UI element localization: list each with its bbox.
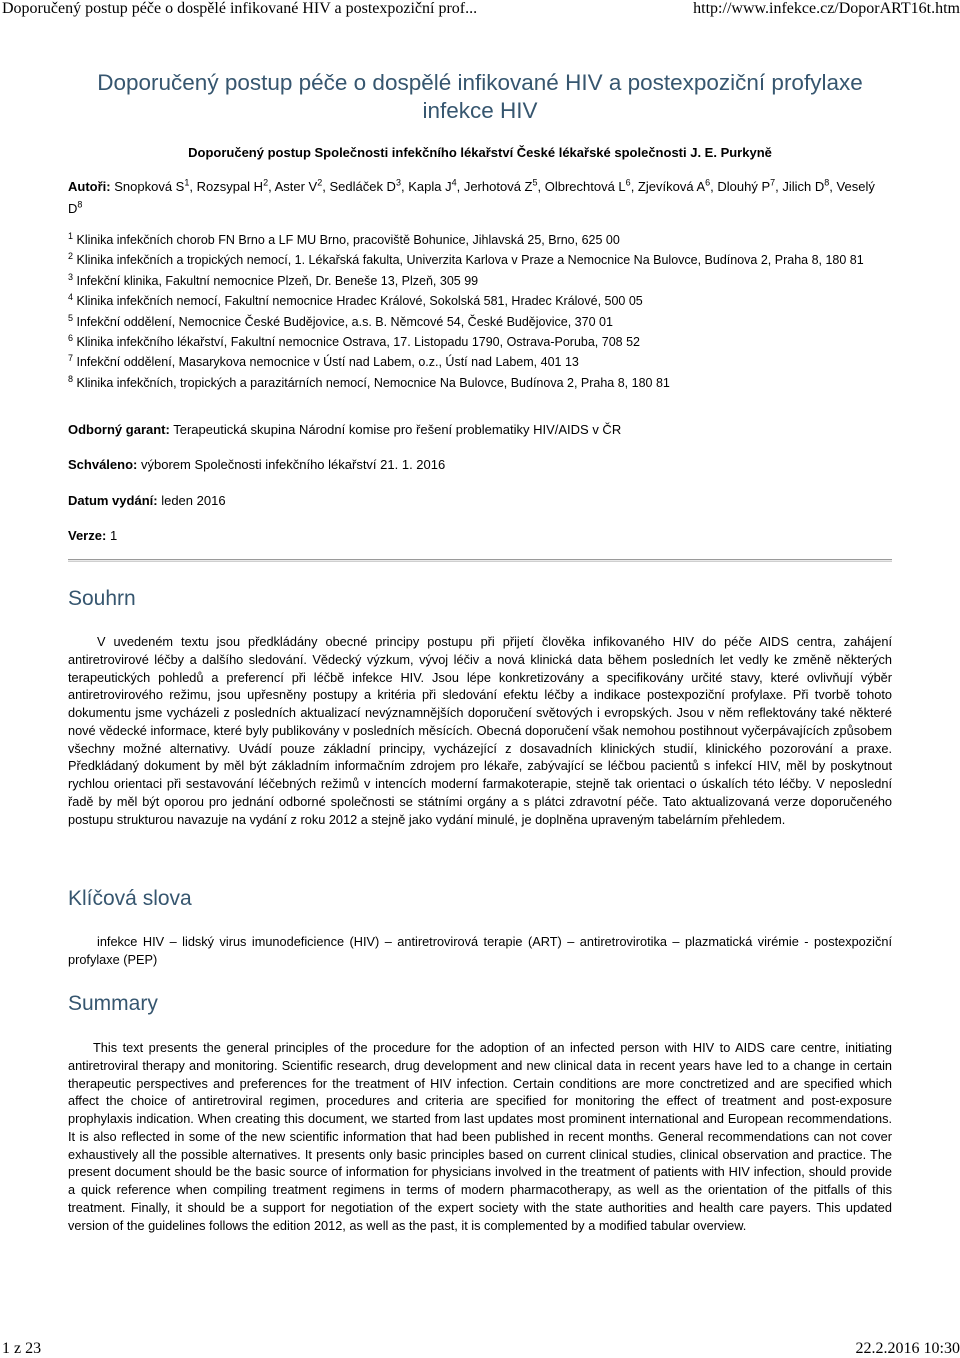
affiliations-list [68, 231, 892, 394]
affiliation-text: Infekční klinika, Fakultní nemocnice Plzeň, Dr. Beneše 13, Plzeň, 305 99 [73, 273, 479, 288]
author: Snopková $S^1$ [114, 177, 190, 194]
authors-list: Snopková $S^1$, Rozsypal $H^2$, Aster $V^2$, Sedláček $D^3$, Kapla $J^4$, Jerhotová $Z^5$, Olbrechtová $L^6$, Zjevíková $A^6$, Dlouhý $P^7$, Jilich $D^8$, Veselý $D^8$ [68, 177, 875, 216]
affiliation-ref: 1 [68, 230, 74, 241]
affiliation-text: Klinika infekčních chorob FN Brno a LF MU Brno, pracoviště Bohunice, Jihlavská 25, Brno, 625 00 [73, 233, 620, 247]
affiliation-text: Infekční oddělení, Masarykova nemocnice v Ústí nad Labem, o.z., Ústí nad Labem, 401 13 [73, 355, 579, 370]
affiliation-text: Klinika infekčních nemocí, Fakultní nemocnice Hradec Králové, Sokolská 581, Hradec Králové, 500 05 [73, 294, 643, 309]
author: Kapla $J^4$ [408, 177, 457, 194]
guarantor-label: Odborný garant: [68, 422, 170, 437]
print-header-title: Doporučený postup péče o dospělé infikované HIV a postexpoziční prof... [2, 0, 478, 17]
author-ref: 3 [395, 177, 401, 188]
affiliation-text: Klinika infekčních a tropických nemocí, 1. Lékařská fakulta, Univerzita Karlova v Praze a Nemocnice Na Bulovce, Budínova 2, Praha 8, 180 81 [73, 253, 864, 268]
authors-line [68, 176, 892, 220]
affiliation-ref: 5 [68, 312, 74, 323]
author: Sedláček $D^3$ [329, 177, 401, 194]
affiliation-item [68, 292, 892, 310]
affiliation-ref: 4 [68, 292, 74, 303]
print-datetime: 22.2.2016 10:30 [855, 1340, 960, 1357]
affiliation-item [68, 353, 892, 371]
author: Zjevíková $A^6$ [637, 177, 711, 194]
author: Jilich $D^8$ [782, 177, 830, 194]
affiliation-item [68, 374, 892, 392]
author-ref: 8 [824, 177, 830, 188]
author-ref: 8 [77, 199, 83, 210]
version-value: 1 [109, 528, 118, 543]
affiliation-item [68, 333, 892, 351]
approved-label: Schváleno: [68, 457, 138, 472]
guarantor-line [68, 421, 621, 439]
heading-souhrn: Souhrn [68, 587, 136, 610]
section-divider [68, 559, 892, 562]
affiliation-ref: 3 [68, 271, 74, 282]
author: Olbrechtová $L^6$ [544, 177, 631, 194]
document-subtitle: Doporučený postup Společnosti infekčního lékařství České lékařské společnosti J. E. Purkyně [188, 145, 772, 160]
author-ref: 7 [770, 177, 776, 188]
approved-line [68, 456, 445, 474]
issued-line [68, 492, 226, 510]
page-title: Doporučený postup péče o dospělé infikované HIV a postexpoziční profylaxe infekce HIV [97, 70, 863, 123]
print-header-url[interactable]: http://www.infekce.cz/DoporART16t.htm [693, 0, 960, 17]
affiliation-ref: 7 [68, 353, 74, 364]
author-ref: 2 [317, 177, 323, 188]
affiliation-item [68, 313, 892, 331]
author-ref: 2 [263, 177, 269, 188]
page-counter: 1 z 23 [2, 1340, 42, 1357]
affiliation-text: Infekční oddělení, Nemocnice České Budějovice, a.s. B. Němcové 54, České Budějovice, 370 01 [73, 314, 613, 329]
issued-value: leden 2016 [161, 493, 226, 508]
heading-summary: Summary [68, 992, 158, 1015]
affiliation-item [68, 231, 892, 249]
author-ref: 6 [625, 177, 631, 188]
keywords-paragraph: infekce HIV – lidský virus imunodeficience (HIV) – antiretrovirová terapie (ART) – antiretrovirotika – plazmatická virémie - postexpoziční profylaxe (PEP) [68, 934, 892, 967]
author: Aster $V^2$ [274, 177, 323, 194]
guarantor-value: Terapeutická skupina Národní komise pro řešení problematiky HIV/AIDS v ČR [173, 422, 622, 437]
affiliation-ref: 2 [68, 251, 74, 262]
author: Veselý $D^8$ [68, 179, 875, 216]
author-ref: 1 [184, 177, 190, 188]
authors-label: Autoři: [68, 179, 111, 194]
affiliation-ref: 6 [68, 332, 74, 343]
summary-paragraph: This text presents the general principles of the procedure for the adoption of an infected person with HIV to AIDS care centre, initiating antiretroviral therapy and monitoring. Scientific research, drug development and new clinical data in recent years have led to a change in certain therapeutic perspectives and preferences for the treatment of HIV infection. Certain conditions are more conctretized and are specified which affect the choice of antiretroviral regimen, procedures and criteria are specified for monitoring the effect of treatment and post-exposure prophylaxis indication. When creating this document, we started from last updates most prominent international and European recommendations. It is also reflected in some of the new scientific information that had been published in recent months. General recommendations can not cover exhaustively all the possible alternatives. It presents only basic principles based on current clinical studies, clinical observation and practice. The present document should be the basic source of information for physicians involved in the treatment of patients with HIV infection, should provide a quick reference when compiling treatment regimens in terms of modern pharmacotherapy, as well as the orientation of the pitfalls of this treatment. Finally, it should be a support for negotiation of the expert society with the state authorities and health care payers. This updated version of the guidelines follows the edition 2012, as well as the past, it is complemented by a modified tabular overview. [68, 1040, 892, 1233]
version-label: Verze: [68, 528, 107, 543]
souhrn-paragraph: V uvedeném textu jsou předkládány obecné principy postupu při přijetí člověka infikovaného HIV do péče AIDS centra, zahájení antiretrovirové léčby a dalšího sledování. Vědecký výzkum, vývoj léčiv a nová klinická data během posledních let vedly ke změně některých terapeutických pohledů a preferencí při léčbě infekce HIV. Jsou lépe konkretizovány a specifikovány určité stavy, které ovlivňují výběr antiretrovirového režimu, jsou upřesněny postupy a kritéria při sledování efektu léčby a indikace postexpoziční profylaxe. Při tvorbě tohoto dokumentu jsme vycházeli z posledních aktualizací nevýznamnějších doporučení světových i evropských. Jsou v něm reflektovány také některé nové vědecké informace, které byly publikovány v posledních měsících. Obecná doporučení však nemohou postihnout vyčerpávajících způsobem všechny možné alternativy. Uvádí pouze základní principy, vycházející z dosavadních klinických studií, klinického pozorování a praxe. Předkládaný dokument by měl být základním informačním zdrojem pro lékaře, zabývající se léčbou pacientů s infekcí HIV, měl by poskytnout rychlou orientaci při sestavování léčebných režimů v intencích moderní farmakoterapie, stejně tak orientaci o úskalích této léčby. V neposlední řadě by měl být oporou pro jednání odborné společnosti se státními orgány a s plátci zdravotní péče. Tato aktualizovaná verze doporučeného postupu strukturou navazuje na vydání z roku 2012 a stejně jako vydání minulé, je doplněna upraveným tabelárním přehledem. [68, 634, 892, 827]
version-line [68, 527, 117, 545]
heading-klicova-slova: Klíčová slova [68, 887, 192, 910]
author: Rozsypal $H^2$ [196, 177, 269, 194]
affiliation-item [68, 272, 892, 290]
affiliation-text: Klinika infekčních, tropických a parazitárních nemocí, Nemocnice Na Bulovce, Budínova 2, Praha 8, 180 81 [73, 375, 670, 390]
issued-label: Datum vydání: [68, 493, 158, 508]
approved-value: výborem Společnosti infekčního lékařství 21. 1. 2016 [140, 457, 446, 472]
author: Dlouhý $P^7$ [717, 177, 776, 194]
author-ref: 5 [532, 177, 538, 188]
author-ref: 6 [705, 177, 711, 188]
affiliation-text: Klinika infekčního lékařství, Fakultní nemocnice Ostrava, 17. Listopadu 1790, Ostrava-Poruba, 708 52 [73, 334, 640, 349]
affiliation-ref: 8 [68, 373, 74, 384]
affiliation-item [68, 251, 892, 269]
author: Jerhotová $Z^5$ [463, 177, 538, 194]
author-ref: 4 [451, 177, 457, 188]
